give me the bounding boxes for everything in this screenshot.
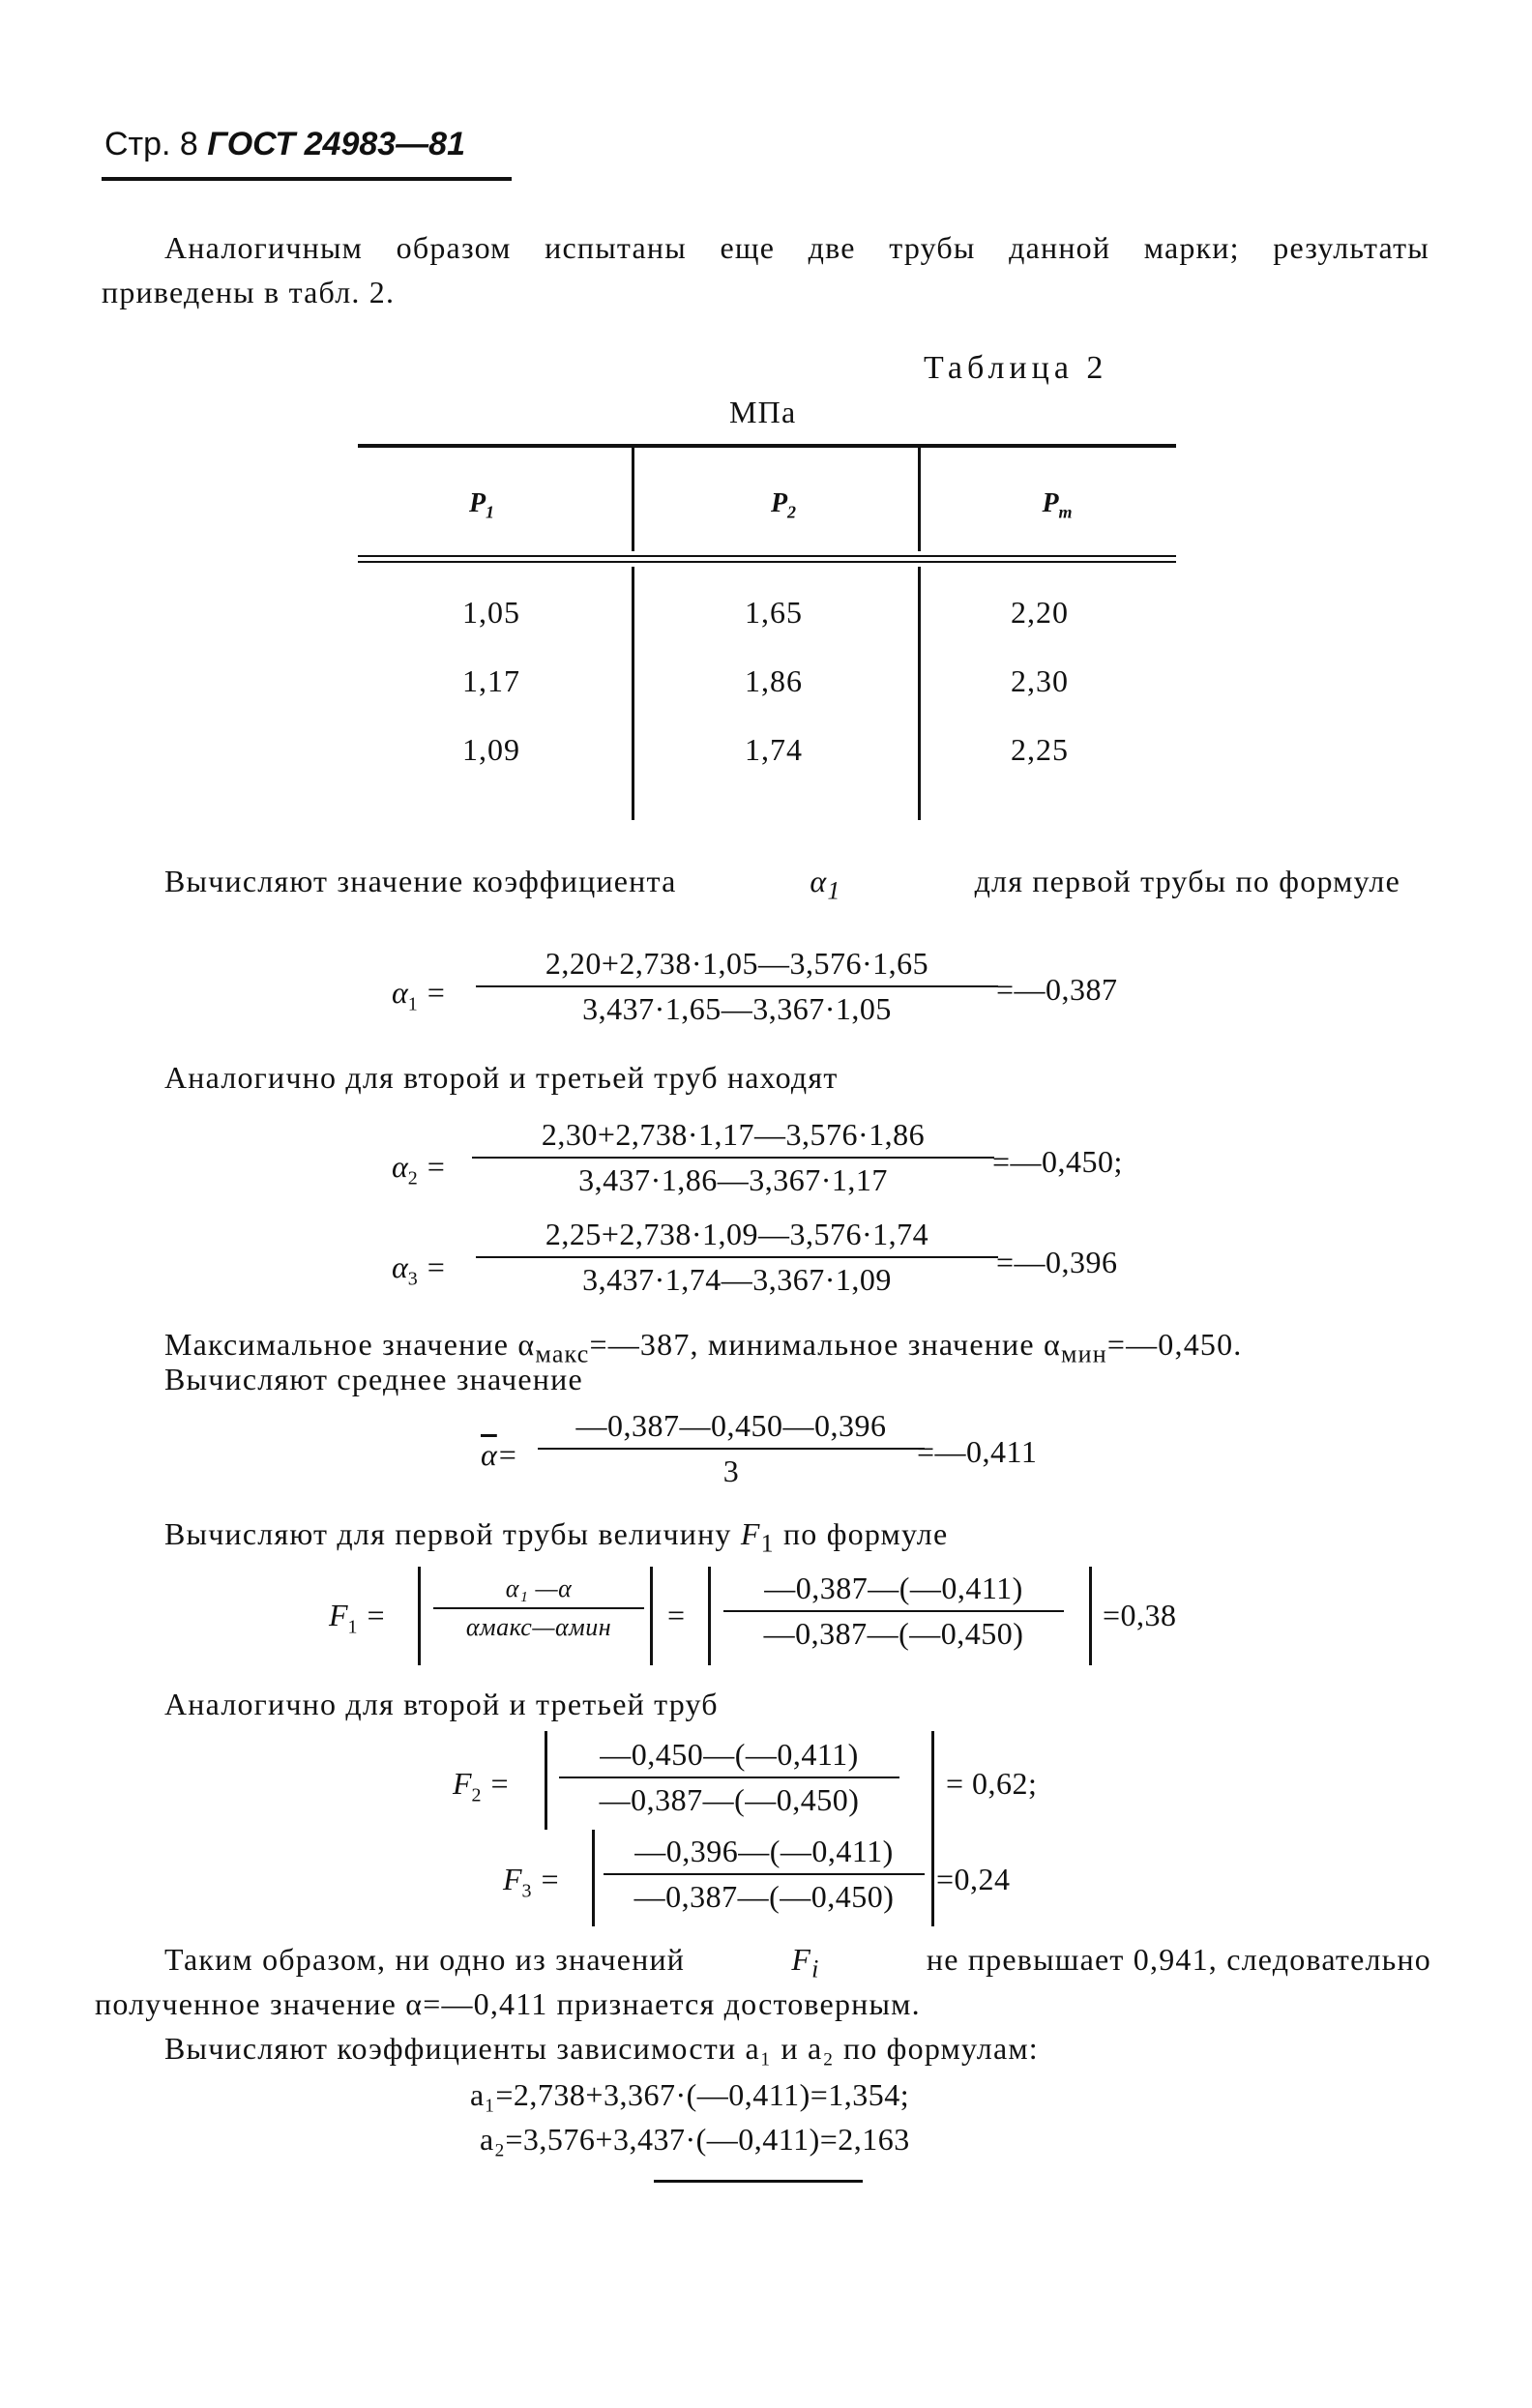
header-rule (102, 177, 512, 181)
abs-bar (931, 1731, 934, 1830)
table-cell: 2,25 (1011, 732, 1069, 767)
table-col-divider-1 (632, 448, 634, 551)
table-unit: МПа (729, 395, 797, 429)
table-cell: 1,74 (745, 732, 803, 767)
eq-a3-result: =—0,396 (996, 1245, 1118, 1279)
eq-mean-lhs: $\overline{\alpha}=$ (481, 1437, 518, 1472)
end-rule (654, 2180, 863, 2183)
eq-f2-result: = 0,62; (946, 1766, 1038, 1801)
eq-a2-fraction: 2,30+2,738·1,17—3,576·1,86 3,437·1,86—3,367·1,17 (472, 1117, 994, 1198)
eq-f1-result: =0,38 (1103, 1598, 1177, 1632)
eq-f1-lhs: $F_1$ = (329, 1598, 387, 1638)
eq-a2-lhs: $\alpha_2$ = (392, 1149, 447, 1189)
eq-f1-numeric-fraction: —0,387—(—0,411) —0,387—(—0,450) (723, 1571, 1064, 1652)
table-col-divider-1-body (632, 567, 634, 820)
table-cell: 1,86 (745, 663, 803, 698)
table-header-pt: $P_т$ (1042, 488, 1073, 522)
paragraph-coefficients: Вычисляют коэффициенты зависимости a₁ и a₂ по формулам: (164, 2031, 1039, 2066)
abs-bar (650, 1567, 653, 1665)
page-header (104, 126, 465, 163)
final-eq-a1: a₁=2,738+3,367·(—0,411)=1,354; (470, 2077, 910, 2112)
eq-a3-fraction: 2,25+2,738·1,09—3,576·1,74 3,437·1,74—3,367·1,09 (476, 1217, 998, 1298)
table-cell: 1,17 (462, 663, 520, 698)
table-header-p2: $P_2$ (770, 488, 797, 522)
table-col-divider-2-body (918, 567, 921, 820)
paragraph-alpha1: Вычисляют значение коэффициента $\alpha_1$ для первой трубы по формуле (164, 864, 1400, 905)
table-header-rule-1 (358, 555, 1176, 557)
eq-a1-result: =—0,387 (996, 972, 1118, 1007)
eq-f1-symbolic-fraction: α₁ —α αмакс—αмин (433, 1574, 644, 1642)
eq-a1-lhs: $\alpha_1$ = (392, 975, 447, 1015)
intro-line-2: приведены в табл. 2. (102, 275, 396, 309)
abs-bar (545, 1731, 547, 1830)
page-number: Стр. 8 (104, 126, 198, 162)
paragraph-conclusion-line1: Таким образом, ни одно из значений $F_i$ не превышает 0,941, следовательно (164, 1942, 1431, 1983)
table-cell: 2,30 (1011, 663, 1069, 698)
eq-f1-equals: = (667, 1598, 686, 1632)
paragraph-max-min: Максимальное значение $\alpha_{макс}=—387$, минимальное значение $\alpha_{мин}=—0,450$. (164, 1327, 1243, 1368)
abs-bar (418, 1567, 421, 1665)
table-header-rule-2 (358, 561, 1176, 563)
abs-bar (708, 1567, 711, 1665)
abs-bar (1089, 1567, 1092, 1665)
standard-code: ГОСТ 24983—81 (207, 126, 466, 162)
eq-mean-result: =—0,411 (917, 1434, 1038, 1469)
table-col-divider-2 (918, 448, 921, 551)
eq-f2-lhs: $F_2$ = (453, 1766, 511, 1806)
eq-mean-fraction: —0,387—0,450—0,396 3 (538, 1408, 925, 1489)
eq-f3-fraction: —0,396—(—0,411) —0,387—(—0,450) (604, 1834, 925, 1915)
eq-a3-lhs: $\alpha_3$ = (392, 1249, 447, 1290)
paragraph-mean: Вычисляют среднее значение (164, 1362, 583, 1396)
paragraph-conclusion-line2: полученное значение α=—0,411 признается достоверным. (95, 1986, 921, 2021)
table-header-p1: $P_1$ (468, 488, 495, 522)
table-cell: 1,09 (462, 732, 520, 767)
final-eq-a2: a₂=3,576+3,437·(—0,411)=2,163 (480, 2122, 910, 2157)
table-cell: 1,65 (745, 595, 803, 630)
abs-bar (592, 1830, 595, 1926)
eq-f3-lhs: $F_3$ = (503, 1862, 561, 1902)
paragraph-second-third: Аналогично для второй и третьей труб находят (164, 1060, 839, 1095)
paragraph-f1: Вычисляют для первой трубы величину $F_1$ по формуле (164, 1516, 949, 1558)
abs-bar (931, 1830, 934, 1926)
table-title: Таблица 2 (924, 350, 1108, 386)
table-cell: 1,05 (462, 595, 520, 630)
table-cell: 2,20 (1011, 595, 1069, 630)
eq-f3-result: =0,24 (936, 1862, 1011, 1896)
eq-a2-result: =—0,450; (992, 1144, 1123, 1179)
eq-f2-fraction: —0,450—(—0,411) —0,387—(—0,450) (559, 1737, 899, 1818)
eq-a1-fraction: 2,20+2,738·1,05—3,576·1,65 3,437·1,65—3,367·1,05 (476, 946, 998, 1027)
table-top-rule (358, 444, 1176, 448)
paragraph-f2-f3: Аналогично для второй и третьей труб (164, 1687, 719, 1721)
intro-line-1: Аналогичным образом испытаны еще две трубы данной марки; результаты (164, 230, 1429, 265)
